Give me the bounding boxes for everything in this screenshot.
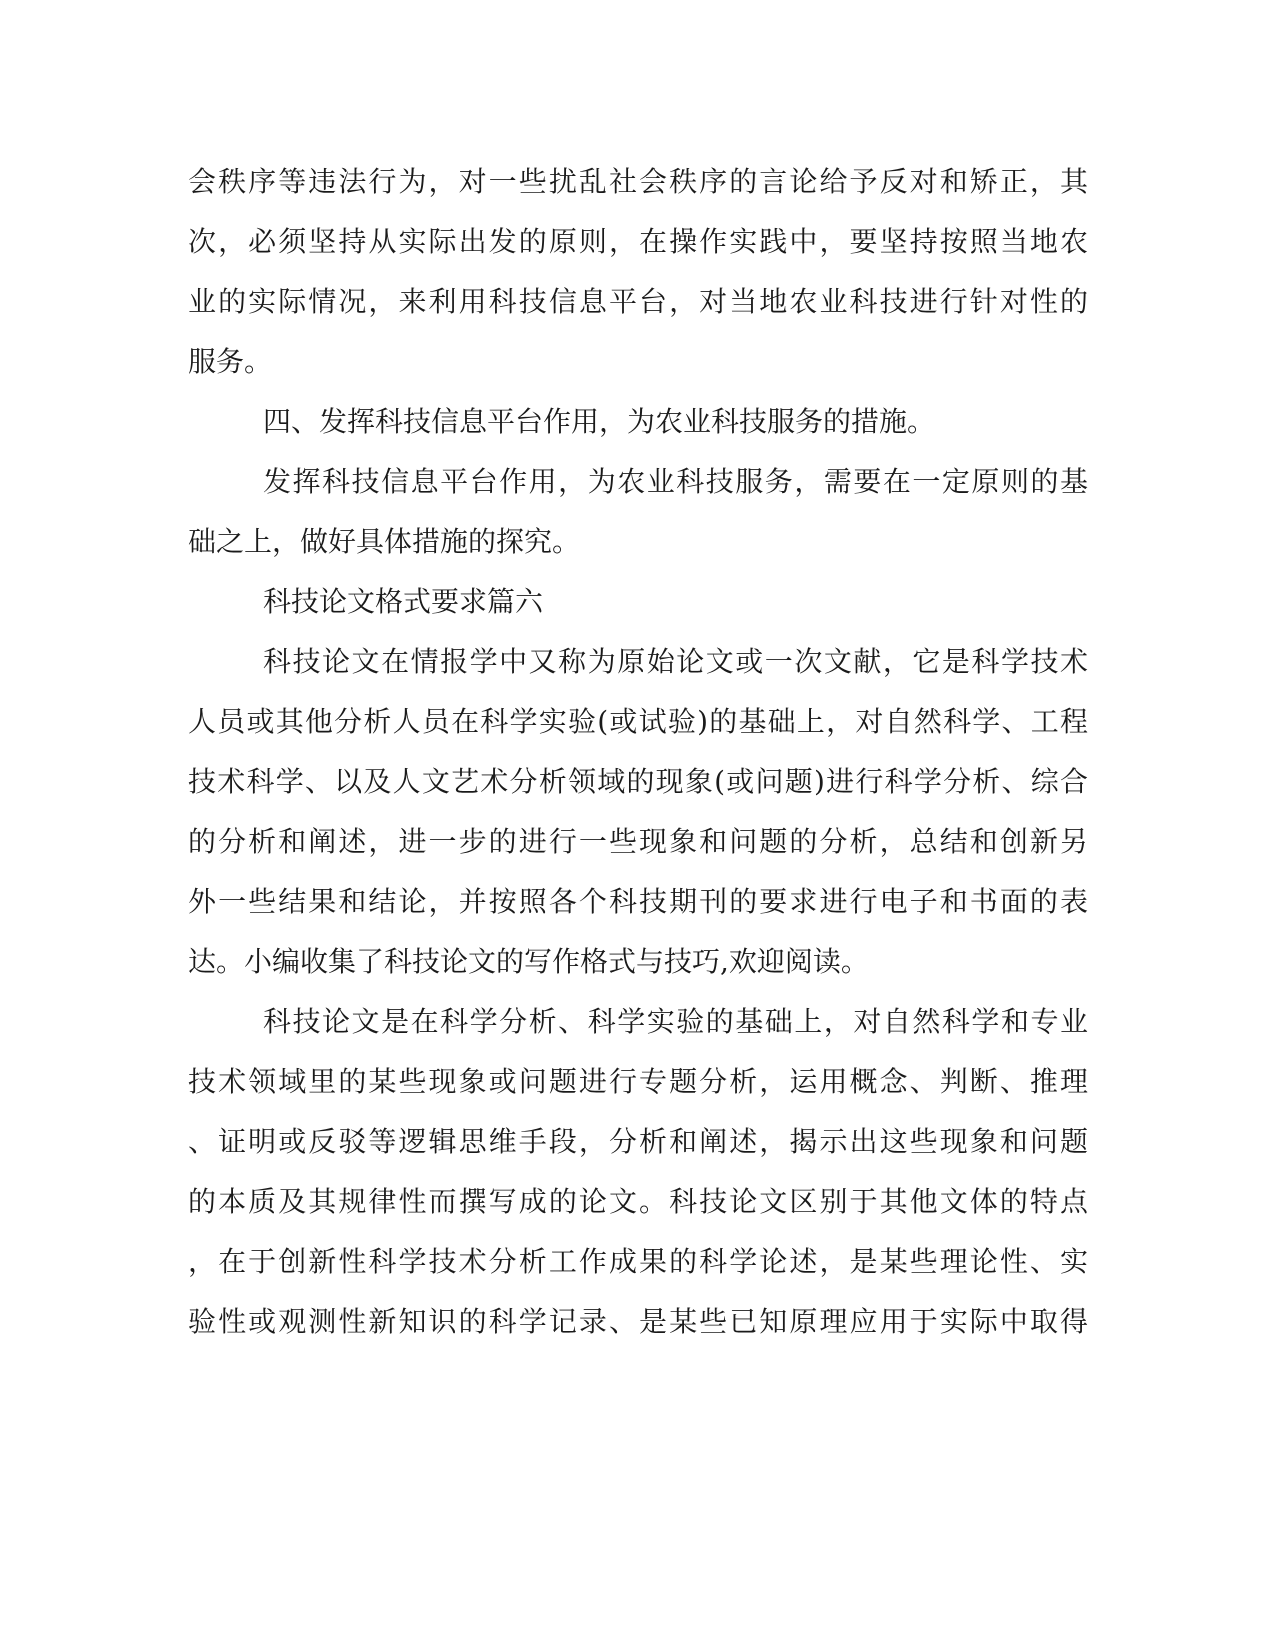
text-line: 发挥科技信息平台作用，为农业科技服务，需要在一定原则的基 bbox=[263, 465, 1088, 498]
text-line: 会秩序等违法行为，对一些扰乱社会秩序的言论给予反对和矫正，其 bbox=[188, 165, 1088, 198]
text-line: 次，必须坚持从实际出发的原则，在操作实践中，要坚持按照当地农 bbox=[188, 225, 1088, 258]
text-line: 技术科学、以及人文艺术分析领域的现象(或问题)进行科学分析、综合 bbox=[188, 765, 1088, 798]
text-line: 服务。 bbox=[188, 345, 273, 378]
section-heading: 科技论文格式要求篇六 bbox=[263, 585, 544, 618]
text-line: 达。小编收集了科技论文的写作格式与技巧,欢迎阅读。 bbox=[188, 945, 869, 978]
text-line: 外一些结果和结论，并按照各个科技期刊的要求进行电子和书面的表 bbox=[188, 885, 1088, 918]
text-line: 人员或其他分析人员在科学实验(或试验)的基础上，对自然科学、工程 bbox=[188, 705, 1088, 738]
text-line: 科技论文在情报学中又称为原始论文或一次文献，它是科学技术 bbox=[263, 645, 1088, 678]
text-line: 业的实际情况，来利用科技信息平台，对当地农业科技进行针对性的 bbox=[188, 285, 1088, 318]
text-line: 科技论文是在科学分析、科学实验的基础上，对自然科学和专业 bbox=[263, 1005, 1088, 1038]
section-heading: 四、发挥科技信息平台作用，为农业科技服务的措施。 bbox=[263, 405, 936, 438]
text-line: 的本质及其规律性而撰写成的论文。科技论文区别于其他文体的特点 bbox=[188, 1185, 1088, 1218]
text-line: 、证明或反驳等逻辑思维手段，分析和阐述，揭示出这些现象和问题 bbox=[188, 1125, 1088, 1158]
text-line: 的分析和阐述，进一步的进行一些现象和问题的分析，总结和创新另 bbox=[188, 825, 1088, 858]
text-line: ，在于创新性科学技术分析工作成果的科学论述，是某些理论性、实 bbox=[188, 1245, 1088, 1278]
text-line: 技术领域里的某些现象或问题进行专题分析，运用概念、判断、推理 bbox=[188, 1065, 1088, 1098]
text-line: 础之上，做好具体措施的探究。 bbox=[188, 525, 581, 558]
text-line: 验性或观测性新知识的科学记录、是某些已知原理应用于实际中取得 bbox=[188, 1305, 1088, 1338]
